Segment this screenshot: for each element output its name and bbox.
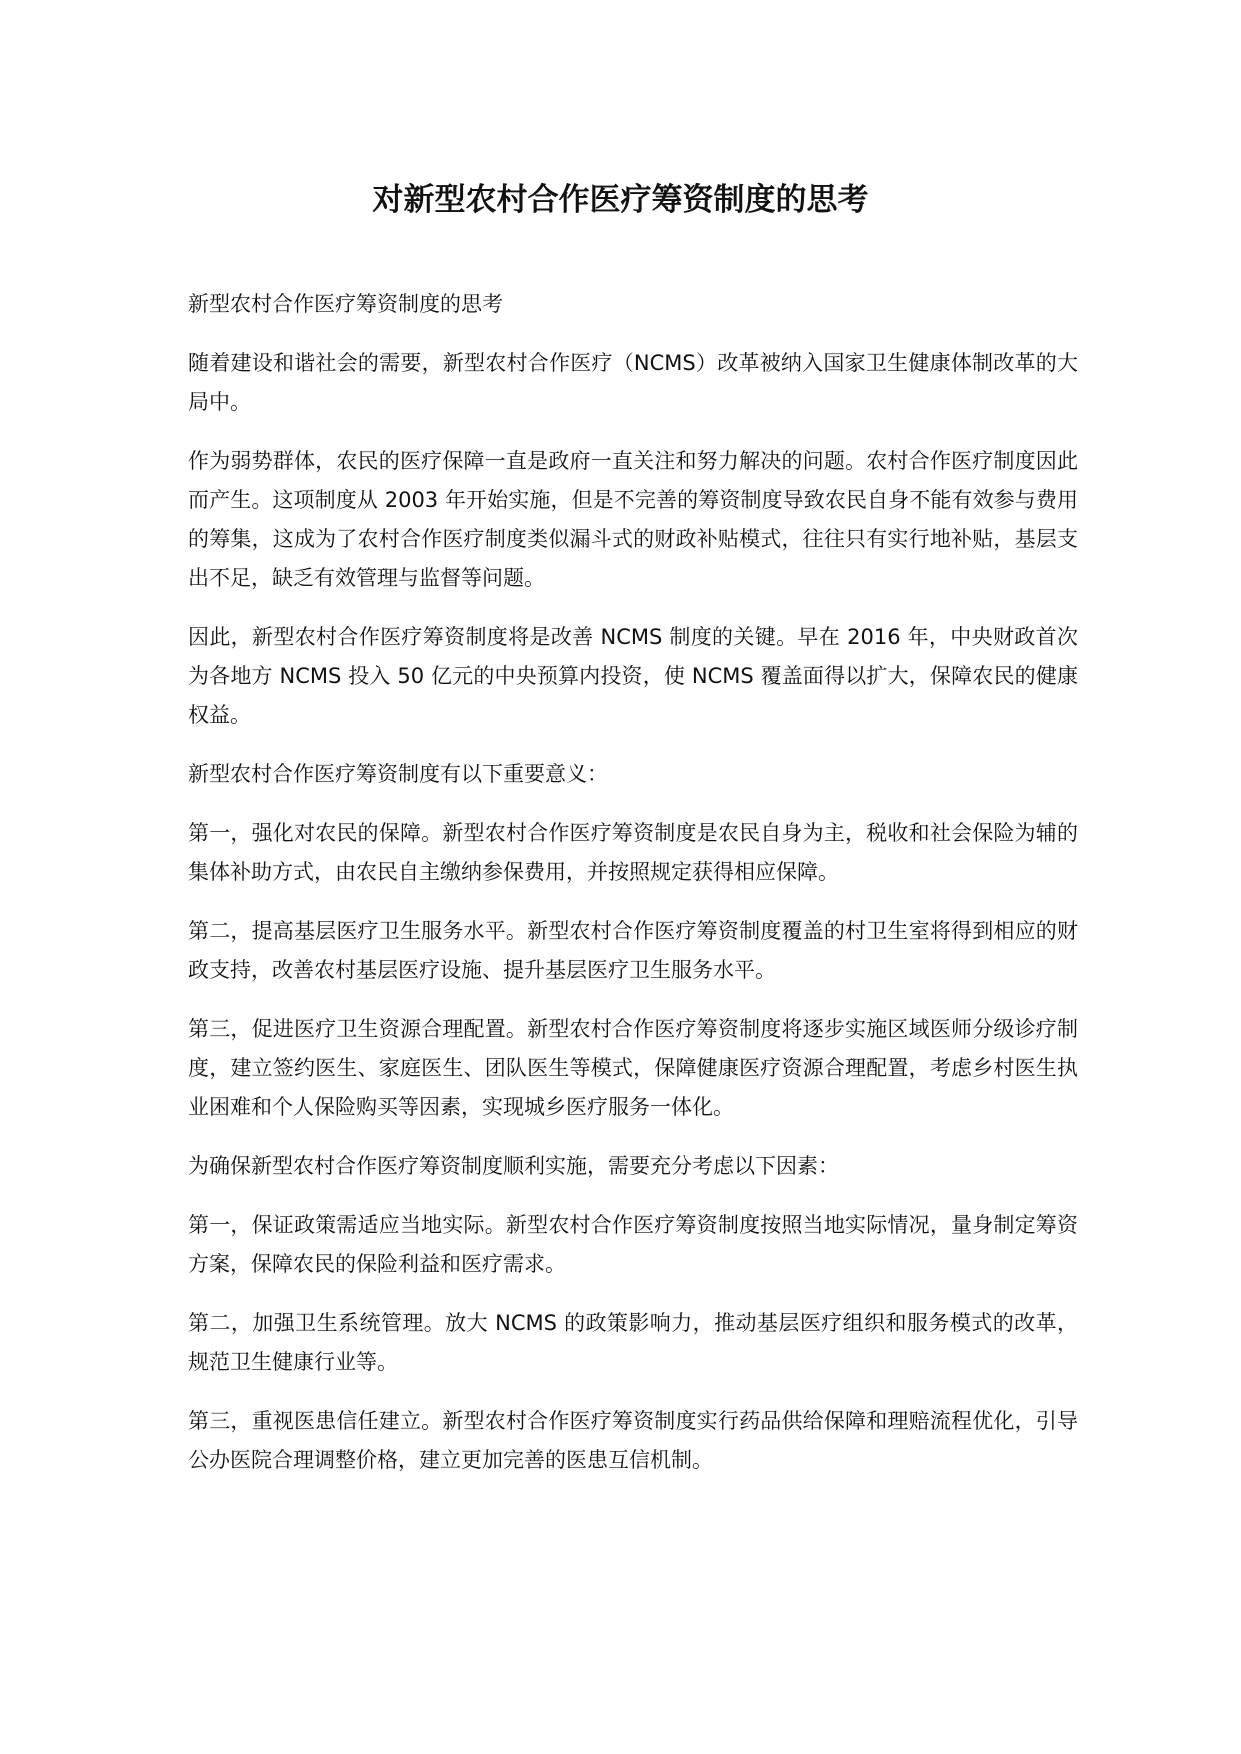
paragraph-key-reform: 因此，新型农村合作医疗筹资制度将是改善 NCMS 制度的关键。早在 2016 年，中央财政首次为各地方 NCMS 投入 50 亿元的中央预算内投资，使 NCMS 覆盖面得以扩大，保障农民的健康权益。	[188, 625, 1078, 727]
paragraph-significance-heading: 新型农村合作医疗筹资制度有以下重要意义：	[188, 762, 608, 786]
document-body	[188, 285, 1078, 1500]
paragraph-factors-heading: 为确保新型农村合作医疗筹资制度顺利实施，需要充分考虑以下因素：	[188, 1154, 839, 1178]
document-title: 对新型农村合作医疗筹资制度的思考	[372, 182, 869, 218]
paragraph-subtitle: 新型农村合作医疗筹资制度的思考	[188, 292, 503, 316]
paragraph-significance-1: 第一，强化对农民的保障。新型农村合作医疗筹资制度是农民自身为主，税收和社会保险为辅的集体补助方式，由农民自主缴纳参保费用，并按照规定获得相应保障。	[188, 821, 1078, 884]
paragraph-significance-2: 第二，提高基层医疗卫生服务水平。新型农村合作医疗筹资制度覆盖的村卫生室将得到相应的财政支持，改善农村基层医疗设施、提升基层医疗卫生服务水平。	[188, 919, 1078, 982]
paragraph-factor-3: 第三，重视医患信任建立。新型农村合作医疗筹资制度实行药品供给保障和理赔流程优化，引导公办医院合理调整价格，建立更加完善的医患互信机制。	[188, 1409, 1078, 1472]
paragraph-factor-1: 第一，保证政策需适应当地实际。新型农村合作医疗筹资制度按照当地实际情况，量身制定筹资方案，保障农民的保险利益和医疗需求。	[188, 1213, 1078, 1276]
paragraph-significance-3: 第三，促进医疗卫生资源合理配置。新型农村合作医疗筹资制度将逐步实施区域医师分级诊疗制度，建立签约医生、家庭医生、团队医生等模式，保障健康医疗资源合理配置，考虑乡村医生执业困难和个人保险购买等因素，实现城乡医疗服务一体化。	[188, 1017, 1078, 1119]
paragraph-background: 作为弱势群体，农民的医疗保障一直是政府一直关注和努力解决的问题。农村合作医疗制度因此而产生。这项制度从 2003 年开始实施，但是不完善的筹资制度导致农民自身不能有效参与费用的筹集，这成为了农村合作医疗制度类似漏斗式的财政补贴模式，往往只有实行地补贴，基层支出不足，缺乏有效管理与监督等问题。	[188, 449, 1078, 590]
paragraph-intro: 随着建设和谐社会的需要，新型农村合作医疗（NCMS）改革被纳入国家卫生健康体制改革的大局中。	[188, 351, 1078, 414]
paragraph-factor-2: 第二，加强卫生系统管理。放大 NCMS 的政策影响力，推动基层医疗组织和服务模式的改革，规范卫生健康行业等。	[188, 1311, 1078, 1374]
